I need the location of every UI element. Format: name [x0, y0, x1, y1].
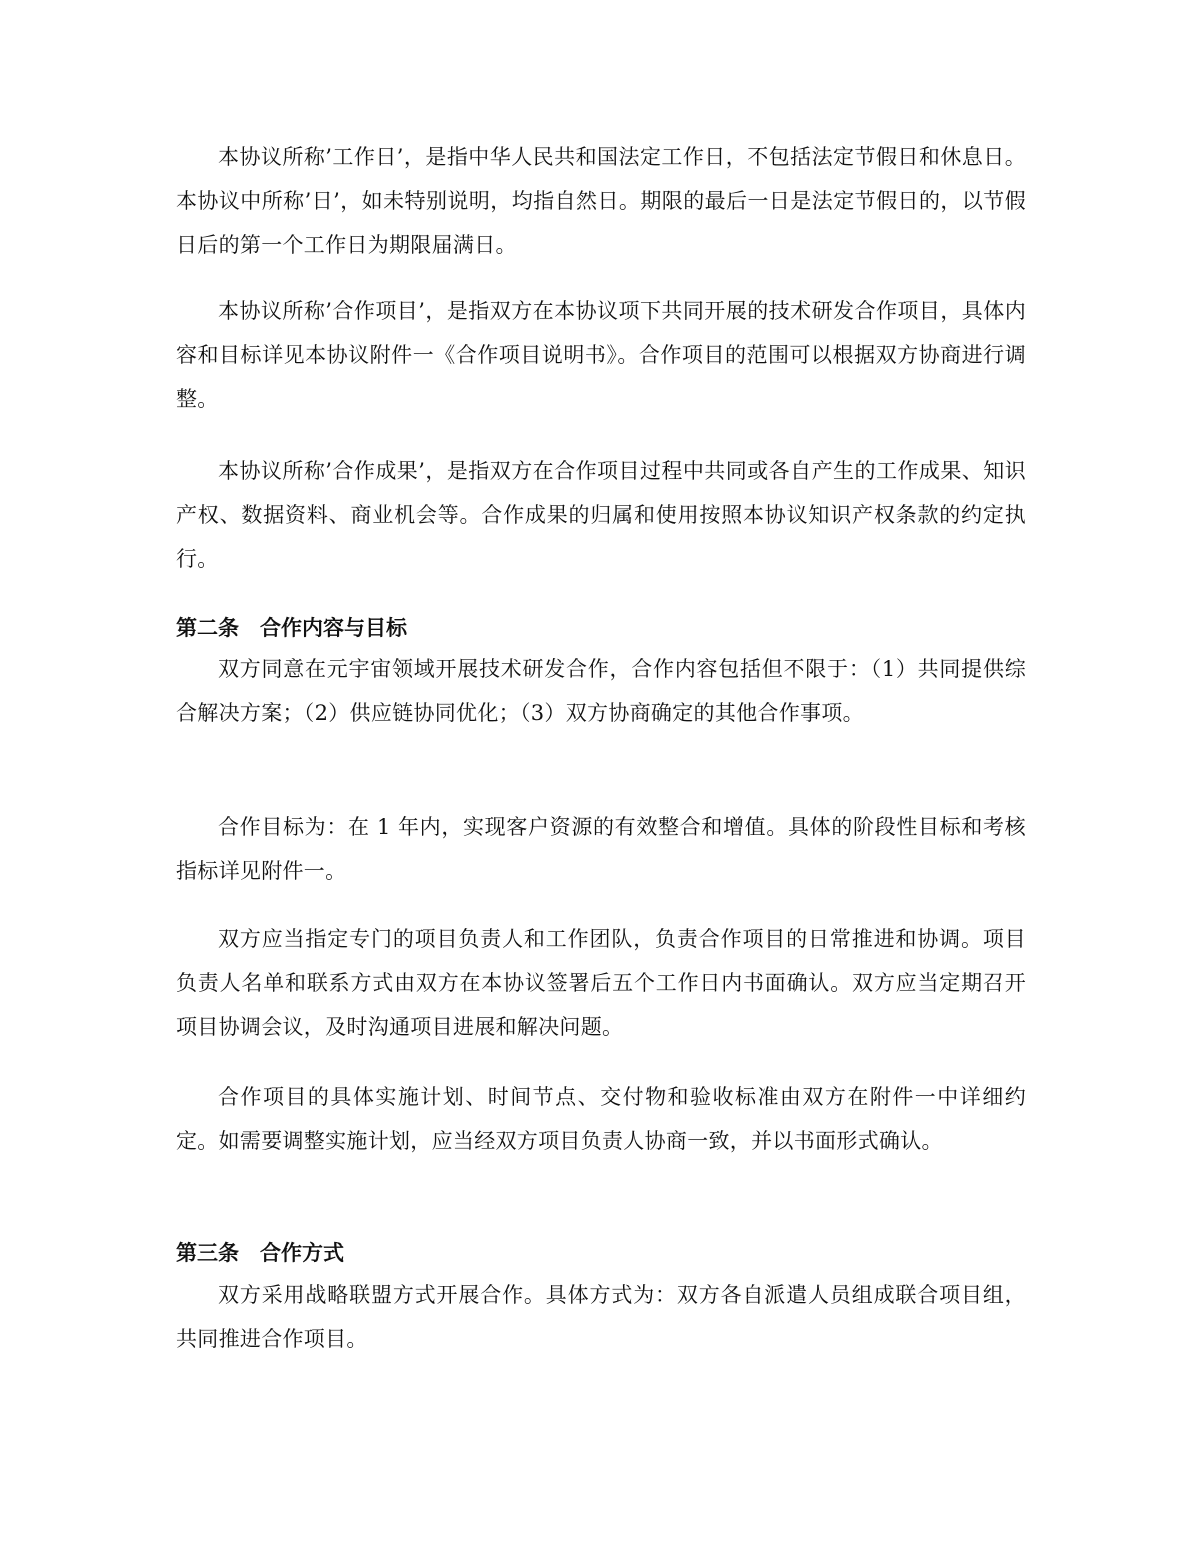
paragraph-results-definition: 本协议所称’合作成果’，是指双方在合作项目过程中共同或各自产生的工作成果、知识产权、数据资料、商业机会等。合作成果的归属和使用按照本协议知识产权条款的约定执行。: [176, 459, 1026, 571]
paragraph-project-definition: 本协议所称’合作项目’，是指双方在本协议项下共同开展的技术研发合作项目，具体内容和目标详见本协议附件一《合作项目说明书》。合作项目的范围可以根据双方协商进行调整。: [176, 299, 1026, 411]
article-3-heading: 第三条 合作方式: [176, 1241, 344, 1265]
paragraph-cooperation-method: 双方采用战略联盟方式开展合作。具体方式为：双方各自派遣人员组成联合项目组，共同推进合作项目。: [176, 1283, 1026, 1351]
paragraph-implementation-plan: 合作项目的具体实施计划、时间节点、交付物和验收标准由双方在附件一中详细约定。如需要调整实施计划，应当经双方项目负责人协商一致，并以书面形式确认。: [176, 1085, 1026, 1153]
paragraph-cooperation-content: 双方同意在元宇宙领域开展技术研发合作，合作内容包括但不限于：（1）共同提供综合解决方案；（2）供应链协同优化；（3）双方协商确定的其他合作事项。: [176, 657, 1026, 725]
paragraph-workday-definition: 本协议所称’工作日’，是指中华人民共和国法定工作日，不包括法定节假日和休息日。本协议中所称’日’，如未特别说明，均指自然日。期限的最后一日是法定节假日的，以节假日后的第一个工作日为期限届满日。: [176, 145, 1026, 257]
article-2-heading: 第二条 合作内容与目标: [176, 616, 407, 640]
paragraph-cooperation-goal: 合作目标为：在 1 年内，实现客户资源的有效整合和增值。具体的阶段性目标和考核指标详见附件一。: [176, 815, 1026, 883]
paragraph-project-team: 双方应当指定专门的项目负责人和工作团队，负责合作项目的日常推进和协调。项目负责人名单和联系方式由双方在本协议签署后五个工作日内书面确认。双方应当定期召开项目协调会议，及时沟通项目进展和解决问题。: [176, 927, 1026, 1039]
